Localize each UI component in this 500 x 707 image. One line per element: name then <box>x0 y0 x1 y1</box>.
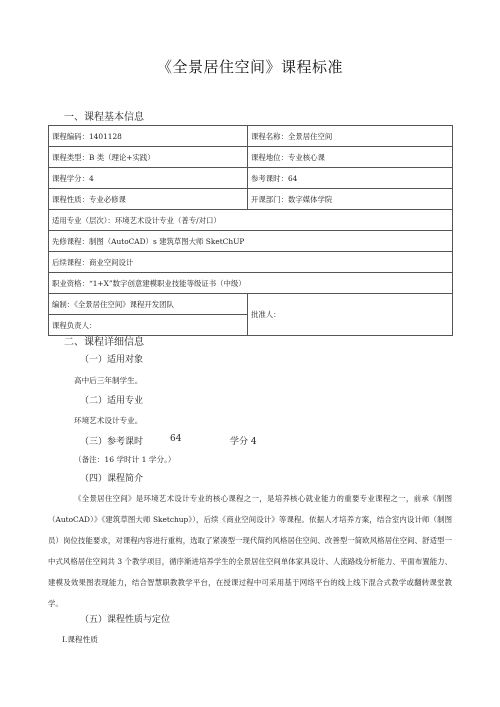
table-row <box>49 168 453 189</box>
document-title: 《全景居住空间》课程标准 <box>156 58 343 76</box>
follow-up-courses-cell: 后续课程：商业空间设计 <box>49 252 453 273</box>
subsection-target-text: 高中后三年制学生。 <box>74 376 143 385</box>
subsection-major-heading: （二）适用专业 <box>80 396 144 406</box>
course-nature-subheading: Ⅰ.课程性质 <box>62 635 98 644</box>
applicable-major-cell: 适用专业（层次）：环境艺术设计专业（普专/对口） <box>49 210 453 231</box>
table-row <box>49 231 453 252</box>
table-row <box>49 252 453 273</box>
course-credits-cell: 课程学分：4 <box>49 168 248 189</box>
course-nature-cell: 课程性质：专业必修课 <box>49 189 248 210</box>
approver-cell: 批准人： <box>248 294 453 336</box>
prerequisite-courses-cell: 先修课程：制图（AutoCAD）s 建筑草图大师 SketChUP <box>49 231 453 252</box>
course-code-cell: 课程编码：1401128 <box>49 126 248 147</box>
table-row <box>49 147 453 168</box>
course-position-cell: 课程地位：专业核心课 <box>248 147 453 168</box>
course-dept-cell: 开课部门：数字媒体学院 <box>248 189 453 210</box>
table-row <box>49 189 453 210</box>
hours-note: （备注：16 学时计 1 学分。） <box>74 455 176 464</box>
section-detail-heading: 二、课程详细信息 <box>64 337 144 348</box>
course-info-table <box>48 125 453 336</box>
course-type-cell: 课程类型：B 类（理论+实践） <box>49 147 248 168</box>
credit-value: 学分 4 <box>230 437 257 447</box>
subsection-target-heading: （一）适用对象 <box>80 355 144 365</box>
course-owner-cell: 课程负责人： <box>49 315 248 336</box>
subsection-hours-heading: （三）参考课时 <box>80 437 144 447</box>
course-name-cell: 课程名称：全景居住空间 <box>248 126 453 147</box>
section-basic-info-heading: 一、课程基本信息 <box>64 112 144 123</box>
subsection-major-text: 环境艺术设计专业。 <box>74 416 143 425</box>
professional-qualification-cell: 职业资格：“1+X”数字创意建模职业技能等级证书（中级） <box>49 273 453 294</box>
reference-hours-value: 64 <box>170 434 182 444</box>
table-row <box>49 210 453 231</box>
table-row <box>49 294 453 315</box>
subsection-intro-heading: （四）课程简介 <box>80 474 144 484</box>
table-row <box>49 273 453 294</box>
subsection-nature-heading: （五）课程性质与定位 <box>80 615 171 625</box>
course-hours-cell: 参考课时：64 <box>248 168 453 189</box>
compiled-by-cell: 编制：《全景居住空间》课程开发团队 <box>49 294 248 315</box>
course-intro-paragraph: 《全景居住空间》是环境艺术设计专业的核心课程之一，是培养核心就业能力的重要专业课程之一，前承《制图（AutoCAD）》《建筑草图大师 Sketchup》），后续《商业空间设计》等课程。依据人才培养方案，结合室内设计师（制图员）岗位技能要求，对课程内容进行重构，选取了紧凑型一现代简约风格居住空间、改善型一简欧风格居住空间、舒适型一中式风格居住空间共 3 个教学项目，循序渐进培养学生的全景居住空间单体家具设计、人流路线分析能力、平面布置能力、建模及效果图表现能力，结合智慧职教教学平台，在授课过程中可采用基于网络平台的线上线下混合式教学或翻转课堂教学。 <box>48 494 452 608</box>
table-row <box>49 126 453 147</box>
